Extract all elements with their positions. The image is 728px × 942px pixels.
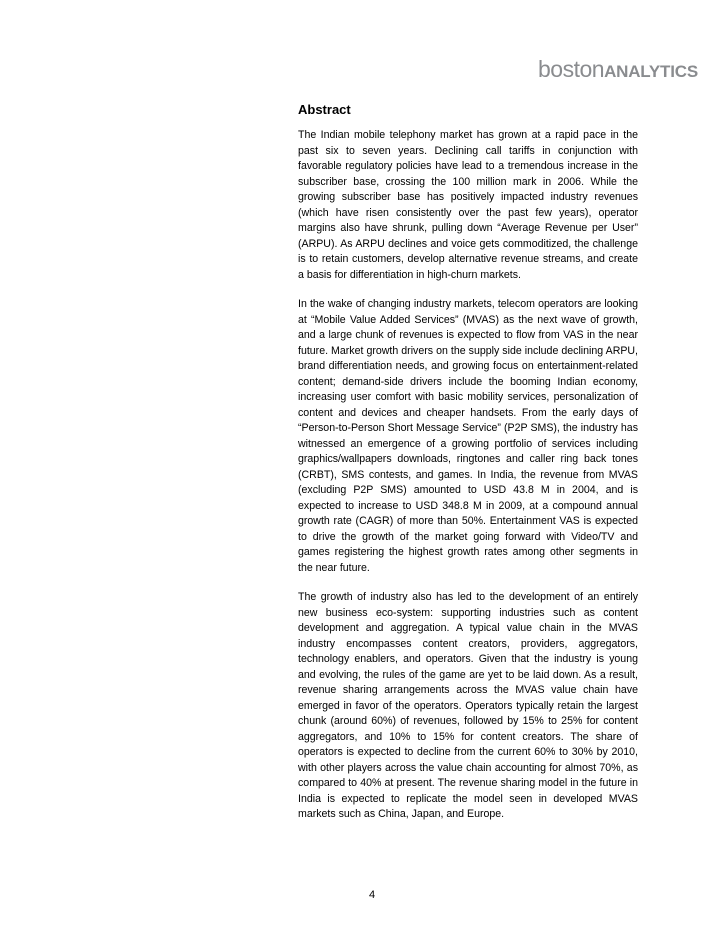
paragraph-1: The Indian mobile telephony market has grown at a rapid pace in the past six to seven years. Declining call tariffs in conjunction with favorable regulatory policies have lead to a tremendous increase in the subscriber base, crossing the 100 million mark in 2006. While the growing subscriber base has positively impacted industry revenues (which have risen consistently over the past few years), operator margins also have shrunk, pulling down “Average Revenue per User” (ARPU). As ARPU declines and voice gets commoditized, the challenge is to retain customers, develop alternative revenue streams, and create a basis for differentiation in high-churn markets. [298, 129, 638, 281]
document-body [298, 102, 638, 837]
logo-text-analytics: ANALYTICS [604, 62, 698, 81]
brand-logo [538, 56, 698, 82]
logo-text-boston: boston [538, 56, 605, 82]
paragraph-3: The growth of industry also has led to the development of an entirely new business eco-system: supporting industries such as content development and aggregation. A typical value chain in the MVAS industry encompasses content creators, providers, aggregators, technology enablers, and operators. Given that the industry is young and evolving, the rules of the game are yet to be laid down. As a result, revenue sharing arrangements across the MVAS value chain have emerged in favor of the operators. Operators typically retain the largest chunk (around 60%) of revenues, followed by 15% to 25% for content aggregators, and 10% to 15% for content creators. The share of operators is expected to decline from the current 60% to 30% by 2010, with other players across the value chain accounting for almost 70%, as compared to 40% at present. The revenue sharing model in the future in India is expected to replicate the model seen in developed MVAS markets such as China, Japan, and Europe. [298, 591, 638, 820]
section-heading: Abstract [298, 102, 351, 117]
page-number: 4 [369, 889, 376, 901]
paragraph-2: In the wake of changing industry markets, telecom operators are looking at “Mobile Value Added Services” (MVAS) as the next wave of growth, and a large chunk of revenues is expected to flow from VAS in the near future. Market growth drivers on the supply side include declining ARPU, brand differentiation needs, and growing focus on entertainment-related content; demand-side drivers include the booming Indian economy, increasing user comfort with basic mobility services, personalization of content and devices and cheaper handsets. From the early days of “Person-to-Person Short Message Service” (P2P SMS), the industry has witnessed an emergence of a growing portfolio of services including graphics/wallpapers downloads, ringtones and caller ring back tones (CRBT), SMS contests, and games. In India, the revenue from MVAS (excluding P2P SMS) amounted to USD 43.8 M in 2004, and is expected to increase to USD 348.8 M in 2009, at a compound annual growth rate (CAGR) of more than 50%. Entertainment VAS is expected to drive the growth of the market going forward with Video/TV and games registering the highest growth rates among other segments in the near future. [298, 298, 638, 574]
